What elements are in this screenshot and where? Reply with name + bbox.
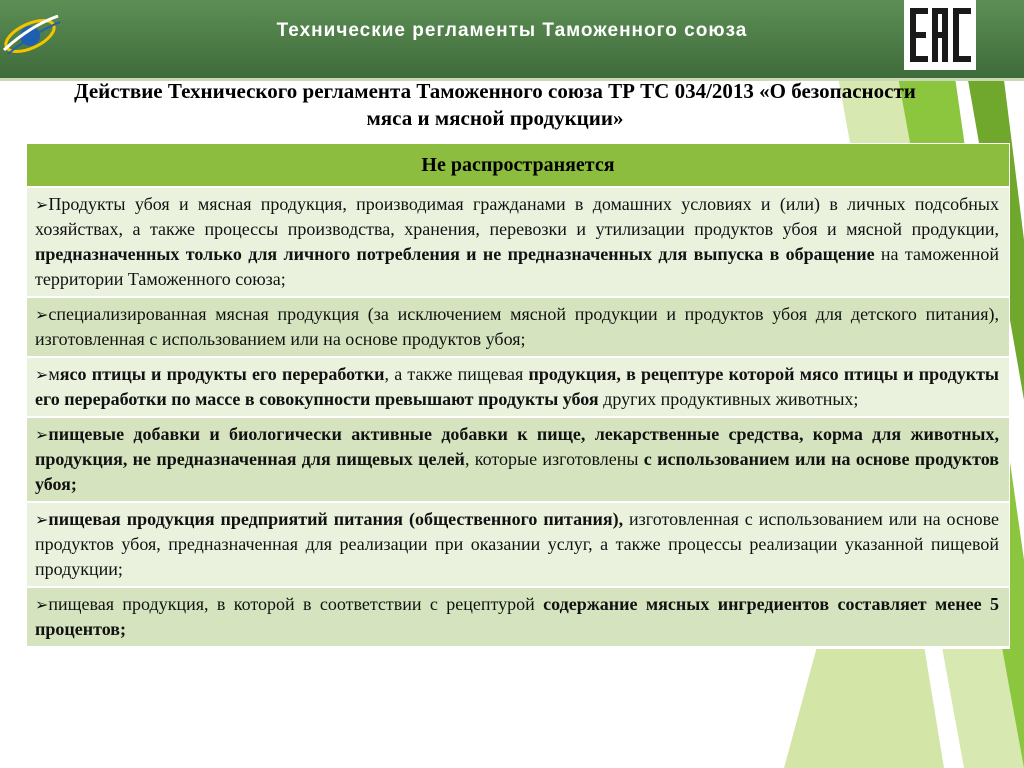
table-header: Не распространяется [27,144,1009,188]
row-text: других продуктивных животных; [598,389,859,409]
table-row [27,588,1009,648]
row-text: , которые изготовлены [464,449,644,469]
table-row [27,503,1009,588]
row-text: на таможенной территории Таможенного союза; [35,244,999,289]
table-row [27,418,1009,503]
row-text: изготовленная с использованием или на основе продуктов убоя, предназначенная для реализации при оказании услуг, а также процессы реализации указанной пищевой продукции; [35,509,999,579]
row-text-bold: с использованием или на основе продуктов убоя; [35,449,999,494]
row-text-bold: пищевая продукция предприятий питания (общественного питания), [48,509,624,529]
row-text: м [48,364,60,384]
row-text-bold: ясо птицы и продукты его переработки [59,364,385,384]
table-row [27,358,1009,418]
row-text-bold: пищевые добавки и биологически активные добавки к пище, лекарственные средства, корма для животных, продукция, не предназначенная для пищевых целей [35,424,999,469]
table-row [27,298,1009,358]
eac-logo-icon [904,0,976,70]
row-text: пищевая продукция, в которой в соответствии с рецептурой [48,594,544,614]
row-text: специализированная мясная продукция (за исключением мясной продукции и продуктов убоя для детского питания), изготовленная с использованием или на основе продуктов убоя; [35,304,999,349]
exclusions-table [26,143,1010,649]
row-text: , а также пищевая [384,364,529,384]
table-row [27,188,1009,298]
row-text-bold: содержание мясных ингредиентов составляет менее 5 процентов; [35,594,999,639]
header-title: Технические регламенты Таможенного союза [276,20,748,41]
bullet-arrow-icon: ➢ [35,425,49,444]
header-bar [0,0,1024,81]
bullet-arrow-icon: ➢ [35,195,49,214]
bullet-arrow-icon: ➢ [35,595,49,614]
bullet-arrow-icon: ➢ [35,305,49,324]
page-title: Действие Технического регламента Таможенного союза ТР ТС 034/2013 «О безопасности мяса и мясной продукции» [74,79,916,130]
bullet-arrow-icon: ➢ [35,365,49,384]
row-text: Продукты убоя и мясная продукция, производимая гражданами в домашних условиях и (или) в личных подсобных хозяйствах, а также процессы производства, хранения, перевозки и утилизации продуктов убоя и мясной продукции, [35,194,999,239]
row-text-bold: продукция, в рецептуре которой мясо птицы и продукты его переработки по массе в совокупности превышают продукты убоя [35,364,999,409]
bullet-arrow-icon: ➢ [35,510,49,529]
row-text-bold: предназначенных только для личного потребления и не предназначенных для выпуска в обращение [35,244,875,264]
